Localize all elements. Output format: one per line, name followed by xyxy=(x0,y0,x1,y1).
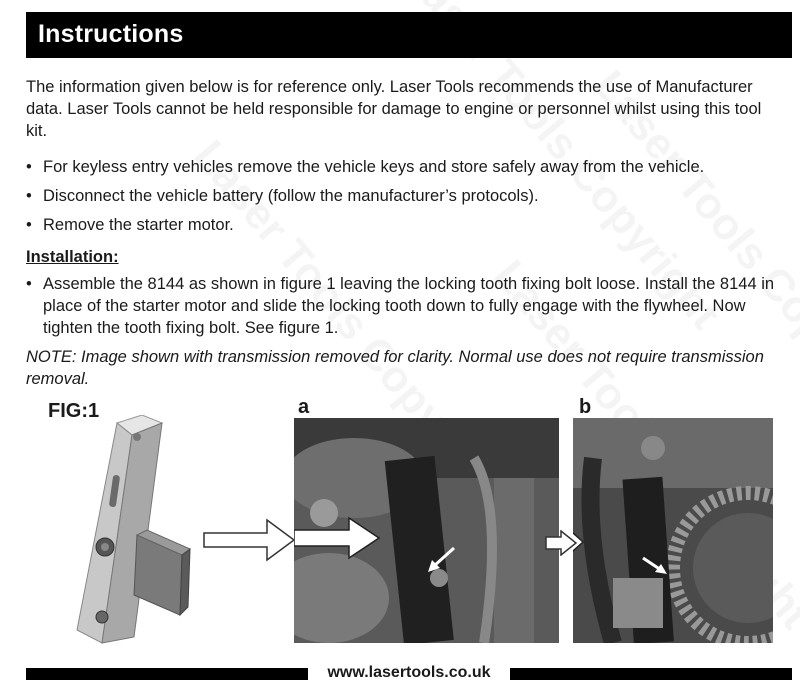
note-text: NOTE: Image shown with transmission removed for clarity. Normal use does not require transmission removal. xyxy=(26,348,764,388)
arrow-to-photo-b-icon xyxy=(545,530,577,556)
photo-a xyxy=(294,418,559,643)
footer-url: www.lasertools.co.uk xyxy=(327,664,491,681)
page-title: Instructions xyxy=(38,20,184,48)
preparation-list xyxy=(26,156,792,243)
intro-paragraph: The information given below is for reference only. Laser Tools recommends the use of Manufacturer data. Laser Tools cannot be held responsible for damage to engine or personnel whilst using this tool kit. xyxy=(26,78,762,140)
list-item: • Assemble the 8144 as shown in figure 1 leaving the locking tooth fixing bolt loose. Install the 8144 in place of the starter motor and slide the locking tooth down to fully engage with the flywheel. Now tighten the tooth fixing bolt. See figure 1. xyxy=(26,273,792,339)
list-item: • Disconnect the vehicle battery (follow the manufacturer’s protocols). xyxy=(26,185,792,207)
footer-bar-right xyxy=(510,668,792,680)
photo-b-label: b xyxy=(579,396,592,418)
installation-steps xyxy=(26,273,792,339)
installation-heading: Installation: xyxy=(26,248,119,266)
list-item: • For keyless entry vehicles remove the vehicle keys and store safely away from the vehicle. xyxy=(26,156,792,178)
footer-bar-left xyxy=(26,668,308,680)
photo-b xyxy=(573,418,773,643)
photo-a-label: a xyxy=(298,396,310,418)
list-item: • Remove the starter motor. xyxy=(26,214,792,236)
figure-label: FIG:1 xyxy=(48,400,100,422)
header-bar xyxy=(26,12,792,58)
